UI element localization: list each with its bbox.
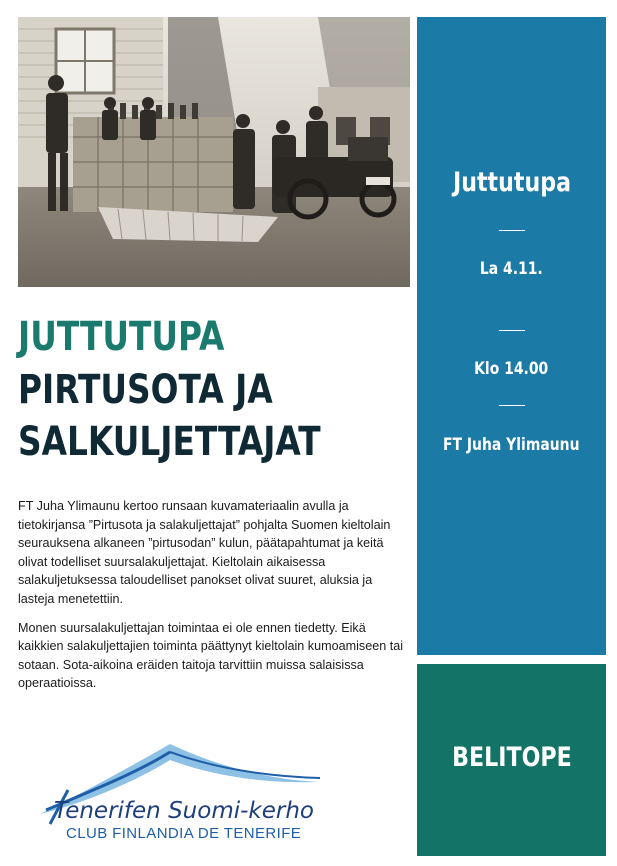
event-info-panel — [417, 17, 606, 655]
headline-line-1: PIRTUSOTA JA — [18, 367, 273, 413]
club-name: Tenerifen Suomi-kerho — [54, 798, 314, 824]
divider — [499, 330, 525, 331]
historical-photo — [18, 17, 410, 287]
club-subtitle: CLUB FINLANDIA DE TENERIFE — [66, 825, 302, 842]
event-kicker: JUTTUTUPA — [18, 314, 225, 360]
photo-illustration — [18, 17, 410, 287]
panel-title: Juttutupa — [452, 167, 571, 198]
club-logo-mark — [28, 738, 338, 846]
club-logo — [28, 738, 338, 846]
event-speaker: FT Juha Ylimaunu — [443, 435, 580, 455]
description-paragraph-2: Monen suursalakuljettajan toimintaa ei ole ennen tiedetty. Eikä kaikkien salakuljettajien toiminta päättynyt kieltolain kumoamiseen tai sotaan. Sota-aikoina eräiden taitoja tarvittiin muissa salaisissa operaatioissa. — [18, 620, 404, 691]
event-date: La 4.11. — [480, 259, 543, 279]
description-paragraph-1: FT Juha Ylimaunu kertoo runsaan kuvamateriaalin avulla ja tietokirjansa ”Pirtusota ja salakuljettajat” pohjalta Suomen kieltolain seurauksena alkaneen ”pirtusodan” kulun, päätapahtumat ja keitä olivat todelliset suursalakuljettajat. Kieltolain aikaisessa salakuljetuksessa taloudelliset panokset olivat suuret, aluksia ja lasteja menetettiin. — [18, 499, 391, 606]
headline-line-2: SALKULJETTAJAT — [18, 419, 321, 465]
event-description — [18, 497, 410, 703]
event-time: Klo 14.00 — [474, 359, 549, 379]
divider — [499, 230, 525, 231]
venue-panel — [417, 664, 606, 856]
venue-name: BELITOPE — [451, 742, 572, 773]
divider — [499, 405, 525, 406]
event-headline — [18, 364, 321, 468]
